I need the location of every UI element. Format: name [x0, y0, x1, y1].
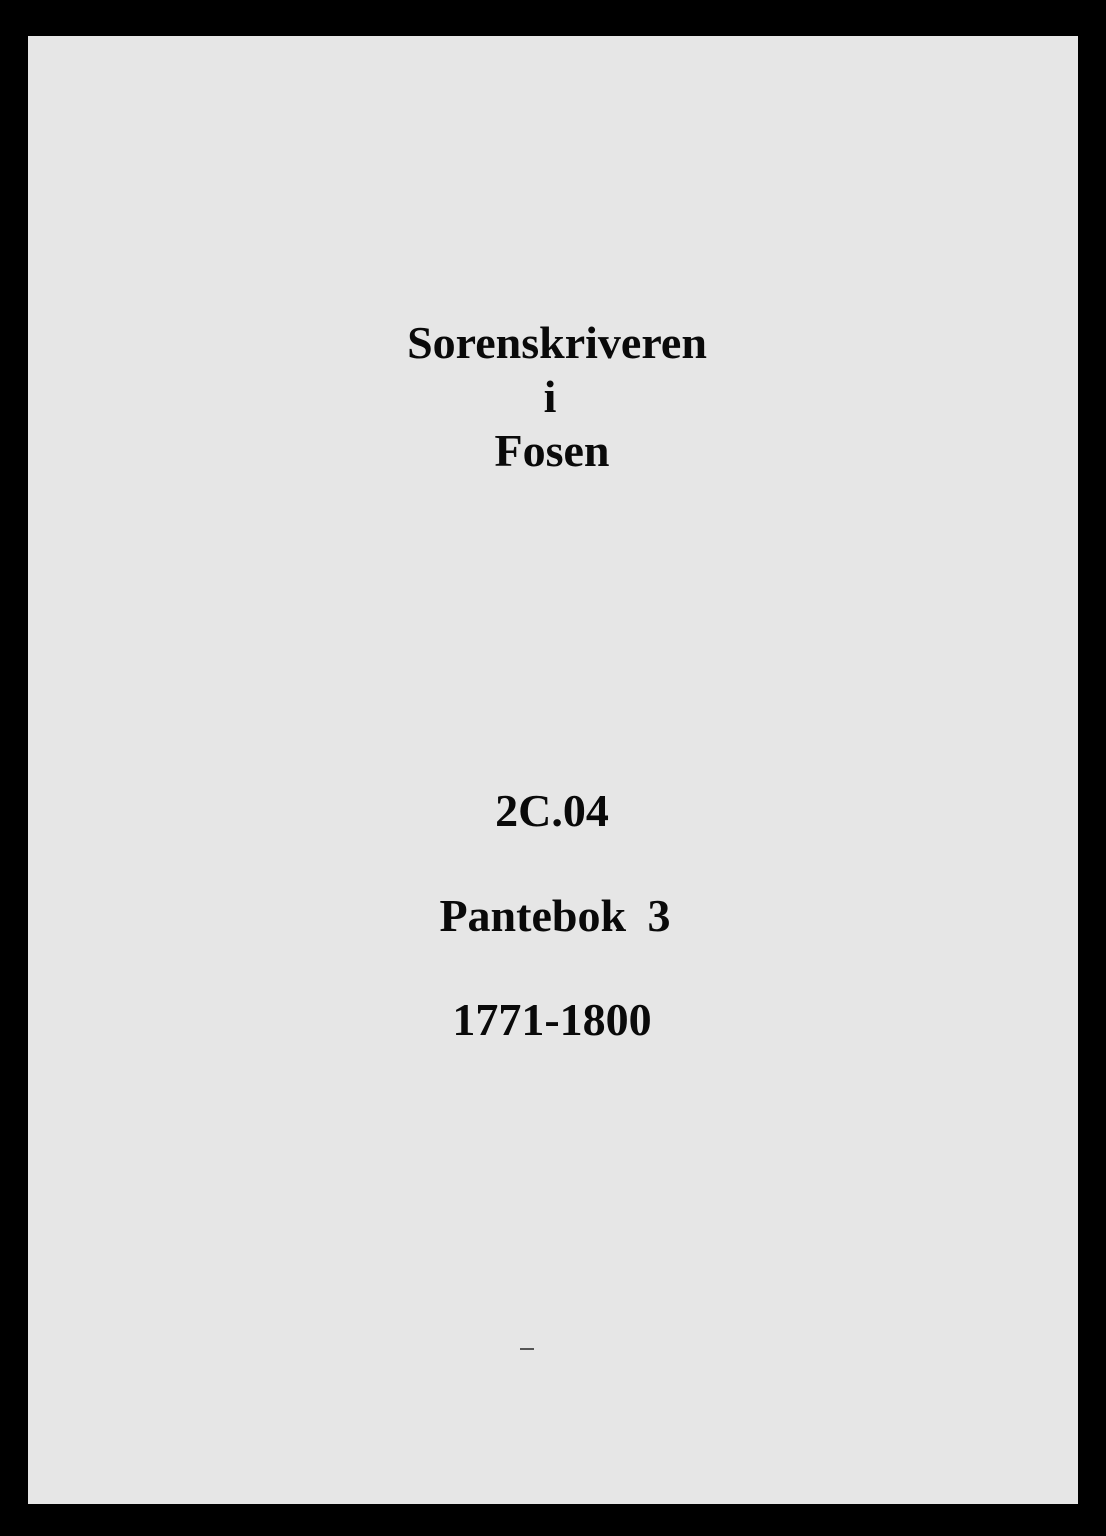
heading-line-3: Fosen: [494, 425, 610, 476]
scan-speck: [520, 1348, 534, 1350]
heading-line-1: Sorenskriveren: [407, 317, 707, 368]
archive-code: 2C.04: [495, 785, 609, 836]
date-range: 1771-1800: [452, 994, 652, 1045]
document-sheet: [28, 36, 1078, 1504]
volume-title: Pantebok 3: [439, 890, 671, 941]
heading-line-2: i: [543, 371, 557, 422]
